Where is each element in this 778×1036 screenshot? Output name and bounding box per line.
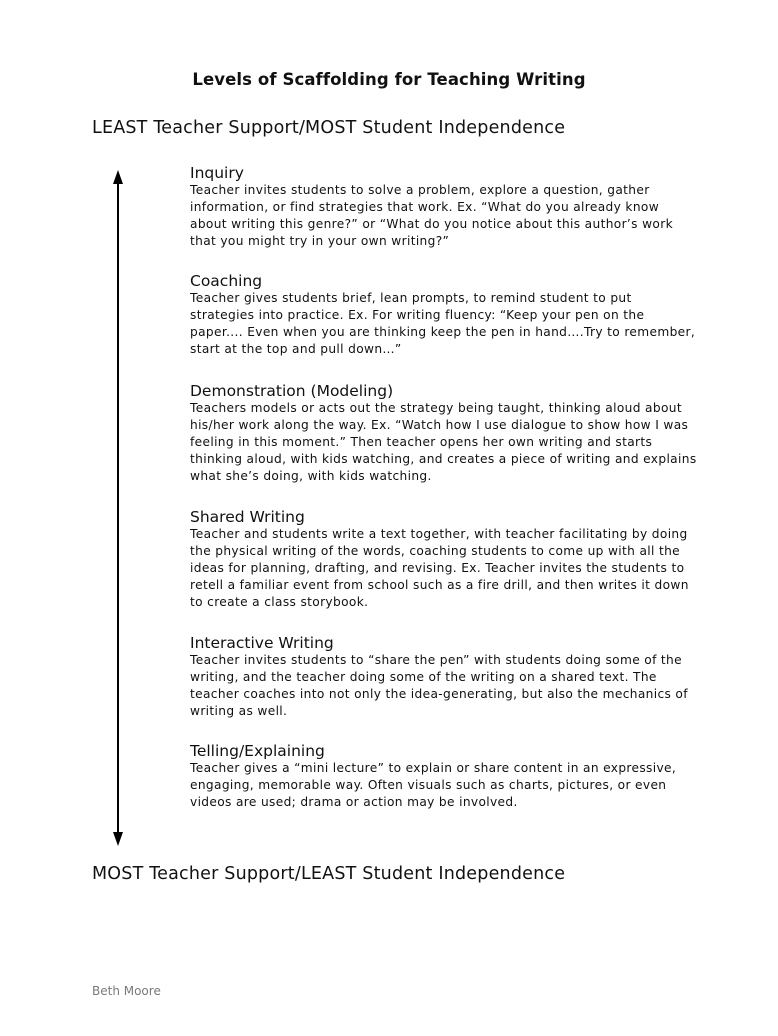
level-name: Telling/Explaining <box>190 742 325 760</box>
level-coaching <box>190 272 700 358</box>
scale-label-bottom: MOST Teacher Support/LEAST Student Independence <box>92 864 566 884</box>
double-headed-arrow-icon <box>111 170 127 846</box>
footer-author: Beth Moore <box>92 984 161 998</box>
level-interactive-writing <box>190 634 700 720</box>
level-description: Teacher gives students brief, lean prompts, to remind student to put strategies into practice. Ex. For writing fluency: “Keep your pen on the paper.... Even when you are thinking keep the pen in hand….Try to remember, start at the top and pull down…” <box>190 291 696 356</box>
level-inquiry <box>190 164 700 250</box>
scale-label-top: LEAST Teacher Support/MOST Student Independence <box>92 118 566 138</box>
level-name: Demonstration (Modeling) <box>190 382 394 400</box>
document-title: Levels of Scaffolding for Teaching Writing <box>192 70 586 89</box>
level-description: Teacher and students write a text together, with teacher facilitating by doing the physical writing of the words, coaching students to come up with all the ideas for planning, drafting, and revising. Ex. Teacher invites the students to retell a familiar event from school such as a fire drill, and then writes it down to create a class storybook. <box>190 527 689 609</box>
level-description: Teacher gives a “mini lecture” to explain or share content in an expressive, engaging, memorable way. Often visuals such as charts, pictures, or even videos are used; drama or action may be involved. <box>190 761 677 809</box>
level-name: Interactive Writing <box>190 634 334 652</box>
level-demonstration <box>190 382 700 485</box>
level-description: Teacher invites students to solve a problem, explore a question, gather information, or find strategies that work. Ex. “What do you already know about writing this genre?” or “What do you notice about this author’s work that you might try in your own writing?” <box>190 183 673 248</box>
level-telling-explaining <box>190 742 700 811</box>
level-shared-writing <box>190 508 700 611</box>
level-name: Coaching <box>190 272 263 290</box>
level-name: Shared Writing <box>190 508 305 526</box>
level-description: Teacher invites students to “share the pen” with students doing some of the writing, and the teacher doing some of the writing on a shared text. The teacher coaches into not only the idea-generating, but also the mechanics of writing as well. <box>190 653 688 718</box>
level-description: Teachers models or acts out the strategy being taught, thinking aloud about his/her work along the way. Ex. “Watch how I use dialogue to show how I was feeling in this moment.” Then teacher opens her own writing and starts thinking aloud, with kids watching, and creates a piece of writing and explains what she’s doing, with kids watching. <box>190 401 697 483</box>
level-name: Inquiry <box>190 164 244 182</box>
